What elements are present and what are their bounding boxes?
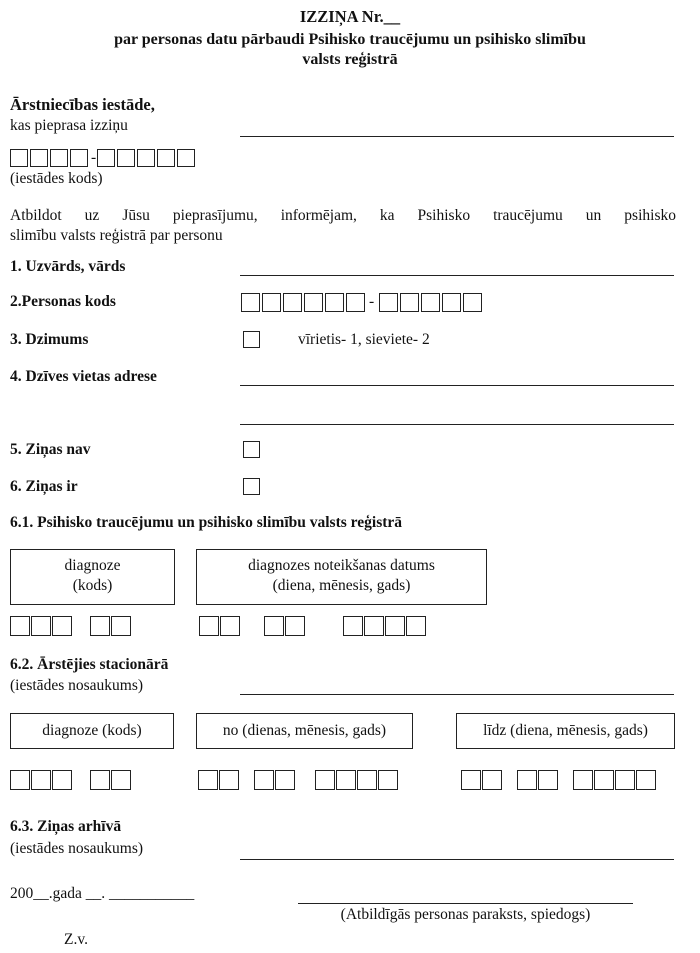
date-field[interactable]: 200__.gada __. ___________ [10,885,195,902]
diagnosis-code-boxes[interactable] [10,616,133,636]
info-label: 6. Ziņas ir [10,478,78,495]
page-subtitle: par personas datu pārbaudi Psihisko traucējumu un psihisko slimību [114,31,586,48]
stay-from-boxes[interactable] [198,770,400,790]
personal-code-label: 2.Personas kods [10,293,116,310]
stay-from-header: no (dienas, mēnesis, gads) [196,713,413,749]
section-6-1-title: 6.1. Psihisko traucējumu un psihisko slimību valsts reģistrā [10,514,403,531]
no-info-label: 5. Ziņas nav [10,441,91,458]
gender-label: 3. Dzimums [10,331,89,348]
address-field-line1[interactable] [240,385,674,386]
hospital-name-field[interactable] [240,694,674,695]
section-6-3-title: 6.3. Ziņas arhīvā [10,818,122,835]
no-info-checkbox[interactable] [243,441,260,458]
institution-code-boxes[interactable] [10,148,197,168]
surname-field[interactable] [240,275,674,276]
diagnosis-code-header [10,549,175,605]
stay-diagnosis-header: diagnoze (kods) [10,713,174,749]
surname-label: 1. Uzvārds, vārds [10,258,126,275]
institution-code-caption: (iestādes kods) [10,170,103,187]
stay-to-boxes[interactable] [461,770,658,790]
info-checkbox[interactable] [243,478,260,495]
archive-name-field[interactable] [240,859,674,860]
diagnosis-date-boxes[interactable] [199,616,428,636]
address-field-line2[interactable] [240,424,674,425]
diagnosis-line1: diagnoze [64,557,121,574]
intro-text-line1: Atbildot uz Jūsu pieprasījumu, informējam, ka Psihisko traucējumu un psihisko [10,207,676,224]
signature-line[interactable] [298,903,633,904]
gender-hint: vīrietis- 1, sieviete- 2 [298,331,430,348]
institution-label: Ārstniecības iestāde, [10,95,155,114]
code-dash: - [91,149,97,166]
stay-to-header: līdz (diena, mēnesis, gads) [456,713,675,749]
stay-diagnosis-boxes[interactable] [10,770,133,790]
personal-code-dash: - [369,293,375,310]
gender-box[interactable] [243,331,260,348]
diagnosis-date-line2: (diena, mēnesis, gads) [272,577,411,594]
signature-caption: (Atbildīgās personas paraksts, spiedogs) [340,906,591,923]
section-6-3-subtitle: (iestādes nosaukums) [10,840,144,857]
personal-code-boxes[interactable] [241,292,484,312]
section-6-2-subtitle: (iestādes nosaukums) [10,677,144,694]
institution-sublabel: kas pieprasa izziņu [10,117,128,134]
address-label: 4. Dzīves vietas adrese [10,368,157,385]
page-subtitle-2: valsts reģistrā [302,51,398,68]
seal-label: Z.v. [64,931,88,948]
institution-name-field[interactable] [240,136,674,137]
intro-text-line2: slimību valsts reģistrā par personu [10,227,223,244]
diagnosis-date-header [196,549,487,605]
diagnosis-date-line1: diagnozes noteikšanas datums [248,557,435,574]
page-title: IZZIŅA Nr.__ [299,7,401,26]
section-6-2-title: 6.2. Ārstējies stacionārā [10,656,169,673]
diagnosis-line2: (kods) [72,577,113,594]
